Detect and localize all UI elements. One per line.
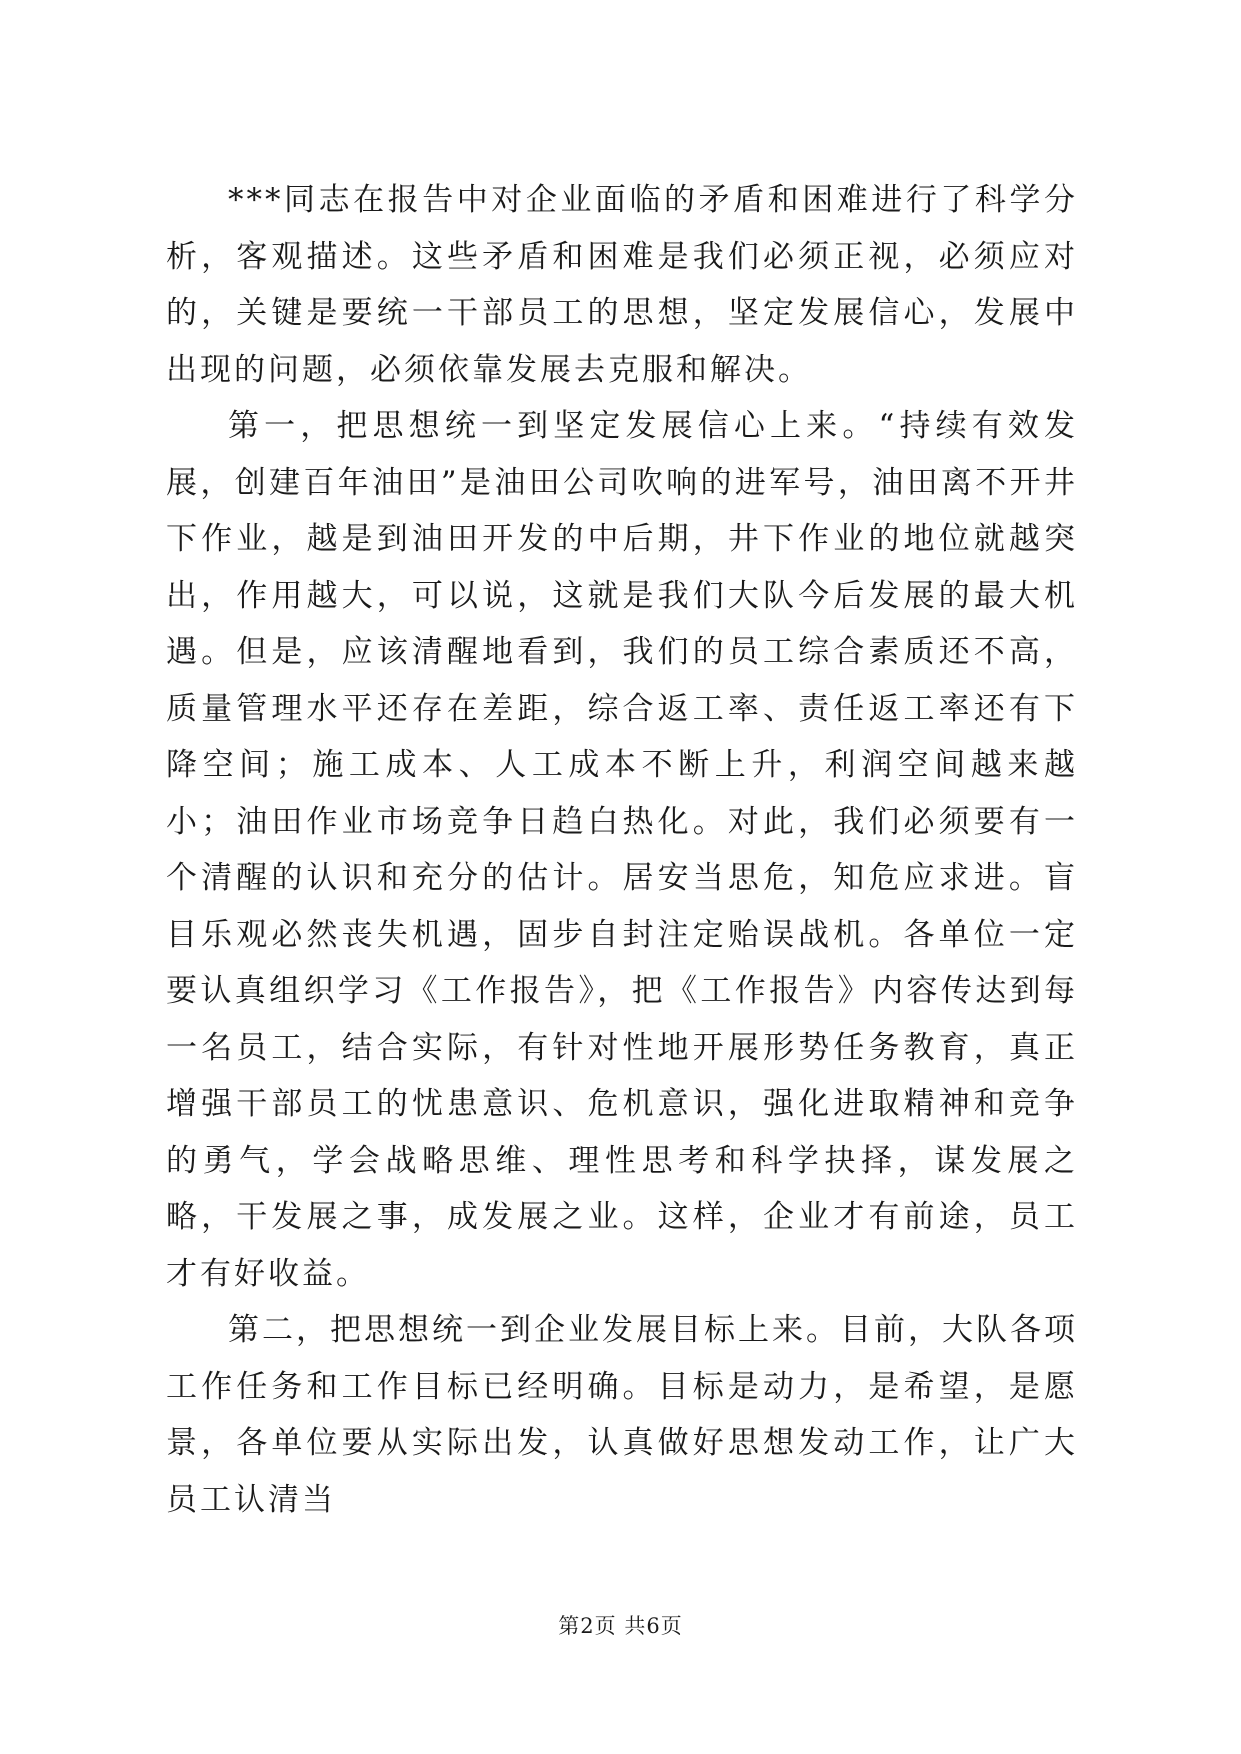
- paragraph-1: ***同志在报告中对企业面临的矛盾和困难进行了科学分析，客观描述。这些矛盾和困难是我们必须正视，必须应对的，关键是要统一干部员工的思想，坚定发展信心，发展中出现的问题，必须依靠发展去克服和解决。: [166, 182, 1078, 388]
- document-body: [166, 172, 1078, 1528]
- paragraph-3: 第二，把思想统一到企业发展目标上来。目前，大队各项工作任务和工作目标已经明确。目标是动力，是希望，是愿景，各单位要从实际出发，认真做好思想发动工作，让广大员工认清当: [166, 1312, 1078, 1518]
- page-footer: 第2页 共6页: [558, 1614, 683, 1638]
- paragraph-2: 第一，把思想统一到坚定发展信心上来。“持续有效发展，创建百年油田”是油田公司吹响的进军号，油田离不开井下作业，越是到油田开发的中后期，井下作业的地位就越突出，作用越大，可以说，这就是我们大队今后发展的最大机遇。但是，应该清醒地看到，我们的员工综合素质还不高，质量管理水平还存在差距，综合返工率、责任返工率还有下降空间；施工成本、人工成本不断上升，利润空间越来越小；油田作业市场竞争日趋白热化。对此，我们必须要有一个清醒的认识和充分的估计。居安当思危，知危应求进。盲目乐观必然丧失机遇，固步自封注定贻误战机。各单位一定要认真组织学习《工作报告》，把《工作报告》内容传达到每一名员工，结合实际，有针对性地开展形势任务教育，真正增强干部员工的忧患意识、危机意识，强化进取精神和竞争的勇气，学会战略思维、理性思考和科学抉择，谋发展之略，干发展之事，成发展之业。这样，企业才有前途，员工才有好收益。: [166, 408, 1078, 1292]
